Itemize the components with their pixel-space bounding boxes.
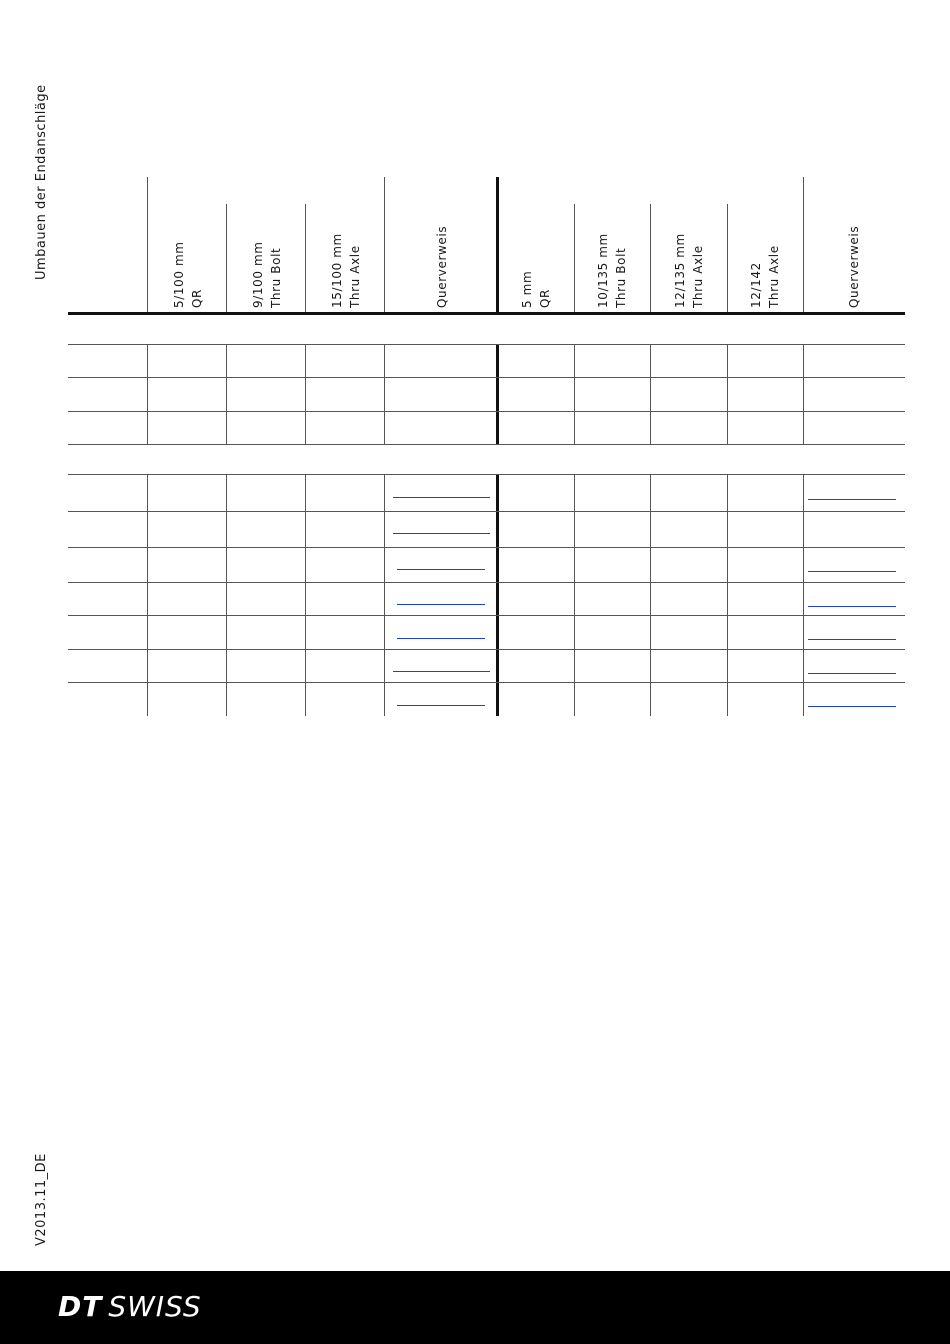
- rear-reference-link[interactable]: [808, 499, 896, 500]
- column-header-rear-thru-axle-142: 12/142 Thru Axle: [749, 245, 781, 308]
- page-side-title: Umbauen der Endanschläge: [34, 84, 49, 280]
- brand-logo-dt: DT: [58, 1290, 103, 1323]
- column-header-front-qr: 5/100 mm QR: [172, 241, 204, 308]
- rear-reference-link[interactable]: [808, 606, 896, 607]
- front-reference-link[interactable]: [397, 705, 485, 706]
- grid-line: [650, 204, 651, 314]
- front-reference-link[interactable]: [397, 638, 485, 639]
- header-rule: [68, 312, 905, 315]
- column-header-front-thru-bolt: 9/100 mm Thru Bolt: [251, 241, 283, 308]
- grid-line: [305, 204, 306, 314]
- table-row-rule: [68, 649, 905, 650]
- column-header-rear-thru-axle-135: 12/135 mm Thru Axle: [673, 233, 705, 308]
- grid-line: [574, 204, 575, 314]
- grid-line: [650, 344, 651, 444]
- table-row-rule: [68, 377, 905, 378]
- grid-line: [803, 344, 804, 444]
- table-row-rule: [68, 411, 905, 412]
- grid-line: [384, 177, 385, 314]
- front-reference-link[interactable]: [393, 497, 490, 498]
- version-label: V2013.11_DE: [34, 1153, 49, 1246]
- table-row-rule: [68, 582, 905, 583]
- brand-logo: [58, 1283, 202, 1331]
- grid-line: [384, 344, 385, 444]
- rear-reference-link[interactable]: [808, 639, 896, 640]
- grid-line: [574, 344, 575, 444]
- grid-line: [147, 177, 148, 314]
- table-row-rule: [68, 344, 905, 345]
- column-header-rear-qr: 5 mm QR: [520, 270, 552, 308]
- table-row-rule: [68, 444, 905, 445]
- front-reference-link[interactable]: [393, 671, 490, 672]
- grid-line: [727, 204, 728, 314]
- column-header-rear-reference: Querverweis: [847, 225, 861, 308]
- grid-line: [226, 344, 227, 444]
- brand-logo-swiss: SWISS: [108, 1290, 202, 1323]
- front-reference-link[interactable]: [397, 604, 485, 605]
- grid-line: [147, 344, 148, 444]
- footer-bar: [0, 1271, 950, 1344]
- grid-divider: [496, 344, 499, 444]
- grid-line: [305, 344, 306, 444]
- front-reference-link[interactable]: [397, 569, 485, 570]
- grid-divider: [496, 177, 499, 314]
- table-row-rule: [68, 511, 905, 512]
- rear-reference-link[interactable]: [808, 673, 896, 674]
- front-reference-link[interactable]: [393, 533, 490, 534]
- column-header-front-reference: Querverweis: [435, 225, 449, 308]
- table-row-rule: [68, 615, 905, 616]
- rear-reference-link[interactable]: [808, 571, 896, 572]
- table-row-rule: [68, 547, 905, 548]
- table-row-rule: [68, 682, 905, 683]
- grid-line: [727, 344, 728, 444]
- rear-reference-link[interactable]: [808, 706, 896, 707]
- grid-line: [803, 177, 804, 314]
- column-header-rear-thru-bolt: 10/135 mm Thru Bolt: [596, 233, 628, 308]
- grid-line: [226, 204, 227, 314]
- column-header-front-thru-axle: 15/100 mm Thru Axle: [330, 233, 362, 308]
- table-row-rule: [68, 474, 905, 475]
